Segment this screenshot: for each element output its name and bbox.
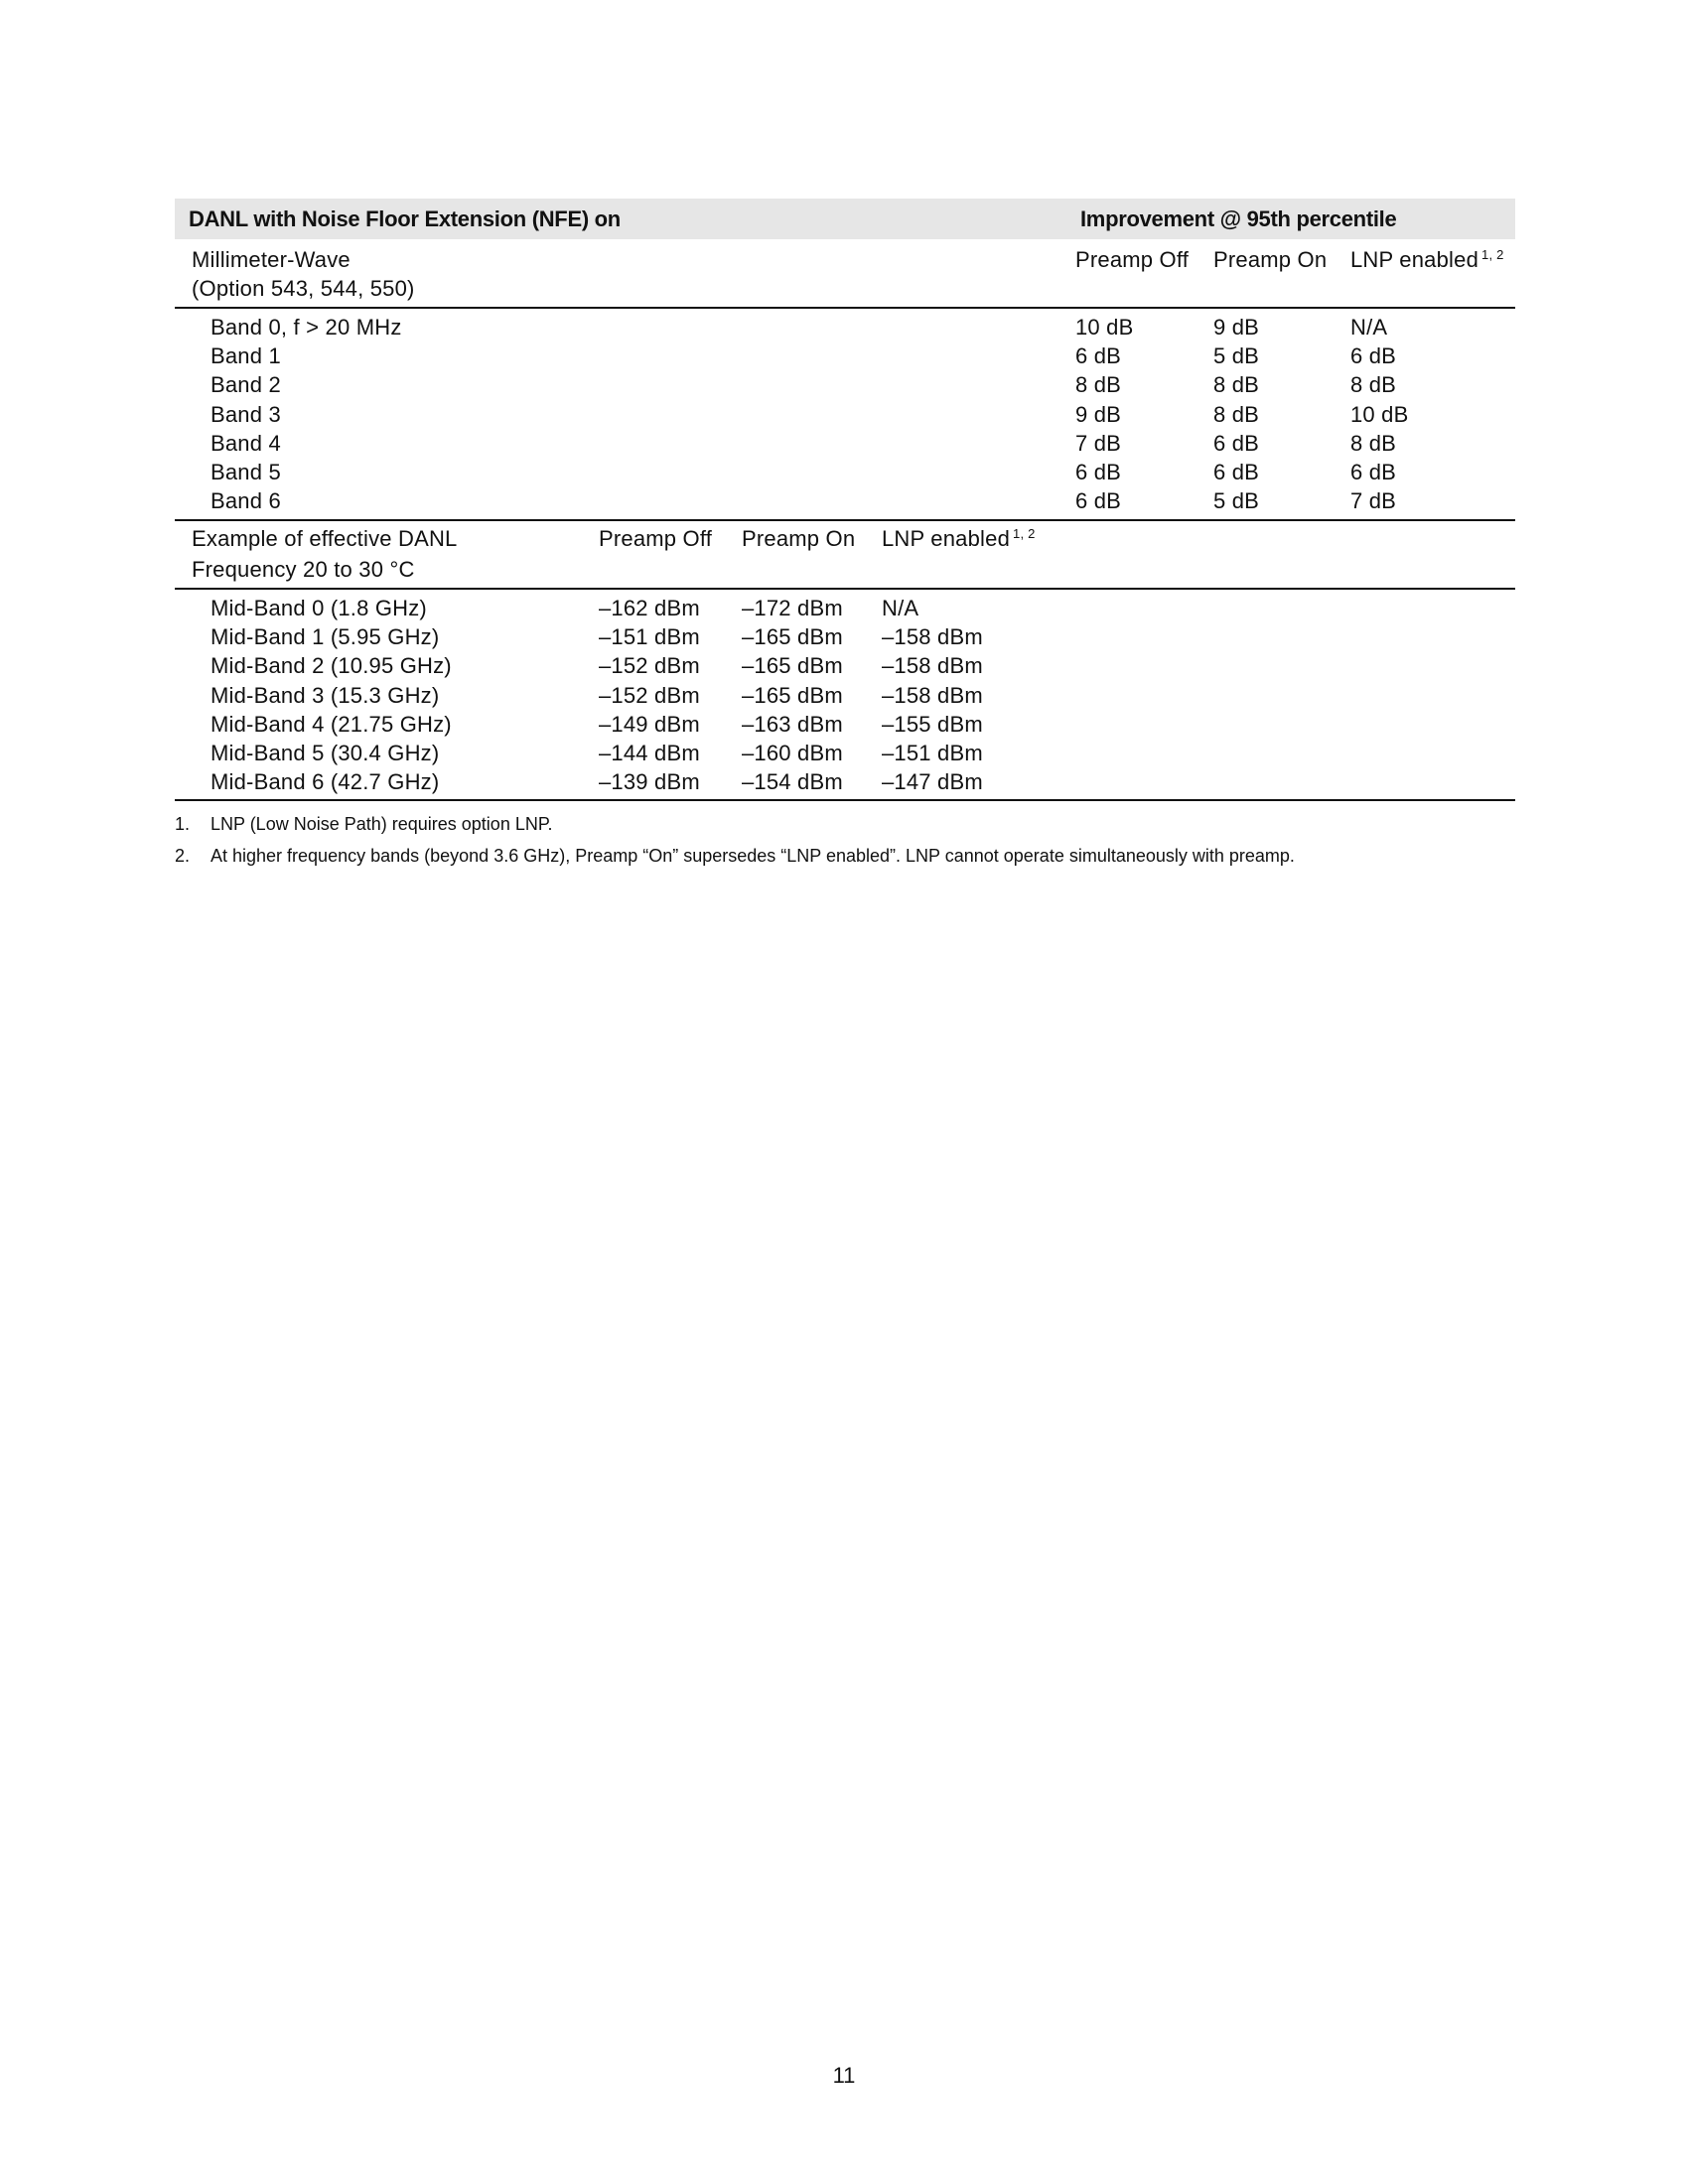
table1-row-off: 6 dB (1075, 343, 1122, 369)
table2-row-on: –165 dBm (742, 624, 843, 650)
table2-row-label: Mid-Band 0 (1.8 GHz) (211, 596, 427, 620)
table2-bottom-rule (175, 799, 1515, 801)
table1-title: DANL with Noise Floor Extension (NFE) on (189, 206, 621, 231)
table2-row-on: –163 dBm (742, 711, 843, 737)
table1-row-off: 8 dB (1075, 372, 1122, 398)
table2-row-off: –139 dBm (599, 769, 700, 795)
footnote-number: 1. (175, 814, 191, 834)
table1-improvement-label: Improvement @ 95th percentile (1080, 206, 1397, 231)
table1-row-on: 8 dB (1213, 372, 1260, 398)
table1-row-off: 6 dB (1075, 488, 1122, 514)
table1-row-lnp: 8 dB (1350, 430, 1397, 456)
table2-row-label: Mid-Band 3 (15.3 GHz) (211, 682, 440, 708)
table1-row-lnp: 6 dB (1350, 460, 1397, 484)
table2-row-off: –152 dBm (599, 653, 700, 679)
table1-row-on: 6 dB (1213, 460, 1260, 484)
table2-col-preamp-off: Preamp Off (599, 526, 713, 551)
table1-row-lnp: 8 dB (1350, 372, 1397, 398)
table1-row-label: Band 3 (211, 401, 281, 427)
table1-row-lnp: 7 dB (1350, 488, 1397, 514)
table2-row-off: –151 dBm (599, 624, 700, 650)
table2-row-off: –162 dBm (599, 596, 700, 620)
table2-row-on: –165 dBm (742, 682, 843, 708)
table1-row-on: 9 dB (1213, 315, 1260, 340)
table2-col-preamp-on: Preamp On (742, 526, 856, 551)
table1-row-on: 6 dB (1213, 430, 1260, 456)
table1-row-on: 8 dB (1213, 401, 1260, 427)
table1-col-lnp (1350, 245, 1504, 274)
table1-row-label: Band 1 (211, 343, 281, 369)
table2-row-on: –160 dBm (742, 741, 843, 765)
table2-row-lnp: –158 dBm (882, 653, 983, 679)
table1-row-lnp: N/A (1350, 315, 1388, 340)
table1-row-label: Band 2 (211, 372, 281, 398)
page-number: 11 (832, 2063, 856, 2088)
table2-col-lnp-footnote-ref: 1, 2 (1013, 525, 1036, 541)
table1-col-lnp-footnote-ref: 1, 2 (1481, 246, 1504, 262)
table2-header-line2: Frequency 20 to 30 °C (192, 557, 415, 582)
table2-col-lnp-label: LNP enabled (882, 526, 1011, 551)
table2-row-lnp: –147 dBm (882, 769, 983, 795)
table1-row-off: 6 dB (1075, 460, 1122, 484)
table1-row-label: Band 6 (211, 488, 281, 514)
table2-row-label: Mid-Band 6 (42.7 GHz) (211, 769, 440, 795)
table1-row-label: Band 4 (211, 430, 281, 456)
footnote-number: 2. (175, 846, 191, 866)
table1-row-off: 9 dB (1075, 401, 1122, 427)
table2-row-lnp: –151 dBm (882, 741, 983, 765)
table1-row-label: Band 0, f > 20 MHz (211, 315, 402, 340)
table2-row-label: Mid-Band 1 (5.95 GHz) (211, 624, 440, 650)
table2-row-label: Mid-Band 2 (10.95 GHz) (211, 653, 452, 679)
table1-bottom-rule (175, 519, 1515, 521)
table2-row-on: –165 dBm (742, 653, 843, 679)
footnote-text: At higher frequency bands (beyond 3.6 GHz), Preamp “On” supersedes “LNP enabled”. LNP cannot operate simultaneously with preamp. (211, 846, 1295, 866)
table1-section-line2: (Option 543, 544, 550) (192, 276, 415, 301)
table1-row-on: 5 dB (1213, 343, 1260, 369)
table1-row-lnp: 6 dB (1350, 343, 1397, 369)
table2-row-lnp: N/A (882, 596, 919, 620)
table2-col-lnp (882, 524, 1036, 553)
table2-row-off: –144 dBm (599, 741, 700, 765)
table2-row-lnp: –158 dBm (882, 624, 983, 650)
table1-col-preamp-off: Preamp Off (1075, 247, 1190, 272)
table2-row-label: Mid-Band 5 (30.4 GHz) (211, 741, 440, 765)
table2-header-rule (175, 588, 1515, 590)
table2-row-on: –172 dBm (742, 596, 843, 620)
table2-header-line1: Example of effective DANL (192, 526, 458, 551)
table2-row-off: –149 dBm (599, 711, 700, 737)
table2-row-lnp: –155 dBm (882, 711, 983, 737)
table1-section-line1: Millimeter-Wave (192, 247, 351, 272)
table1-row-lnp: 10 dB (1350, 401, 1409, 427)
table1-row-on: 5 dB (1213, 488, 1260, 514)
table2-row-label: Mid-Band 4 (21.75 GHz) (211, 711, 452, 737)
table1-col-preamp-on: Preamp On (1213, 247, 1328, 272)
table1-row-off: 7 dB (1075, 430, 1122, 456)
table2-row-off: –152 dBm (599, 682, 700, 708)
footnote-text: LNP (Low Noise Path) requires option LNP. (211, 814, 553, 834)
table1-header-rule (175, 307, 1515, 309)
table1-col-lnp-label: LNP enabled (1350, 247, 1479, 272)
table1-row-label: Band 5 (211, 460, 281, 484)
table1-row-off: 10 dB (1075, 315, 1134, 340)
table2-row-on: –154 dBm (742, 769, 843, 795)
table2-row-lnp: –158 dBm (882, 682, 983, 708)
